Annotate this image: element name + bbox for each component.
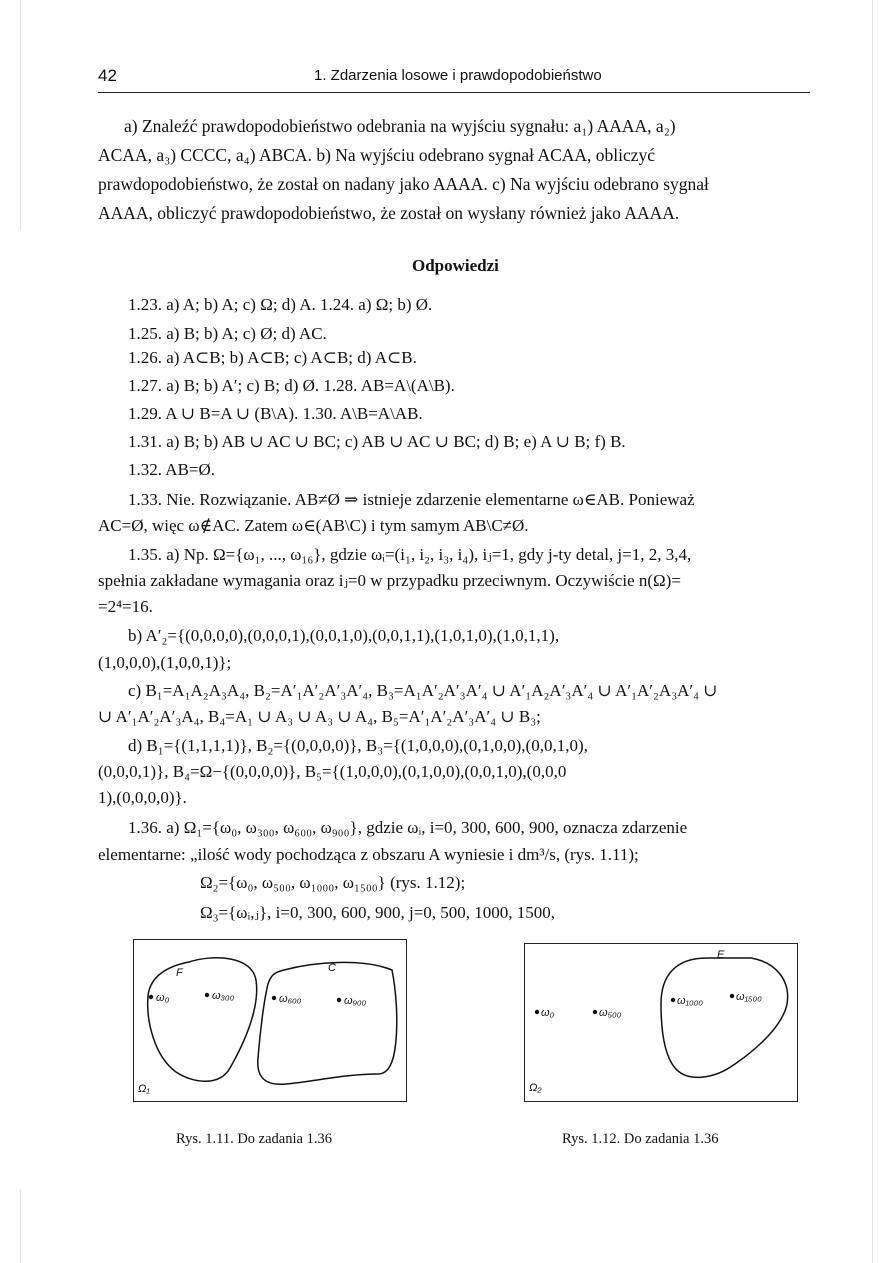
answer-line: 1.26. a) A⊂B; b) A⊂B; c) A⊂B; d) A⊂B.	[128, 348, 417, 367]
figure-1-12-drawing	[525, 944, 797, 1101]
set-label-c: C	[328, 962, 336, 974]
answer-text: =2⁴=16.	[98, 597, 153, 616]
answer-text: elementarne: „ilość wody pochodząca z obszaru A wyniesie i dm³/s, (rys. 1.11);	[98, 845, 639, 864]
scan-edge-left-bottom	[20, 1190, 21, 1263]
omega-point: ω₀	[156, 992, 170, 1004]
answer-line: 1.32. AB=Ø.	[128, 460, 216, 479]
answer-line: 1.31. a) B; b) AB ∪ AC ∪ BC; c) AB ∪ AC ∪ BC; d) B; e) A ∪ B; f) B.	[128, 432, 626, 451]
answer-line: 1.29. A ∪ B=A ∪ (B\A). 1.30. A\B=A\AB.	[128, 404, 423, 423]
omega-point: ω₉₀₀	[344, 995, 367, 1007]
intro-line: AAAA, obliczyć prawdopodobieństwo, że został on wysłany również jako AAAA.	[98, 203, 680, 223]
omega-point: ω₃₀₀	[212, 990, 235, 1002]
answer-line: 1.27. a) B; b) A′; c) B; d) Ø. 1.28. AB=A\(A\B).	[128, 376, 455, 395]
set-label-e: E	[717, 949, 725, 961]
intro-line: prawdopodobieństwo, że został on nadany jako AAAA. c) Na wyjściu odebrano sygnał	[98, 174, 709, 194]
omega-point: ω₁₅₀₀	[736, 991, 762, 1003]
omega-point: ω₅₀₀	[599, 1007, 622, 1019]
answer-text: c) B₁=A₁A₂A₃A₄, B₂=A′₁A′₂A′₃A′₄, B₃=A₁A′₂A′₃A′₄ ∪ A′₁A₂A′₃A′₄ ∪ A′₁A′₂A₃A′₄ ∪	[128, 681, 718, 700]
formula-omega2: Ω₂={ω₀, ω₅₀₀, ω₁₀₀₀, ω₁₅₀₀} (rys. 1.12);	[200, 873, 466, 892]
intro-line: ACAA, a₃) CCCC, a₄) ABCA. b) Na wyjściu odebrano sygnał ACAA, obliczyć	[98, 145, 656, 165]
figure-1-11	[133, 939, 407, 1102]
set-label-f: F	[176, 967, 183, 979]
figure-caption: Rys. 1.11. Do zadania 1.36	[176, 1131, 332, 1147]
page-number: 42	[98, 66, 117, 85]
answer-text: b) A′₂={(0,0,0,0),(0,0,0,1),(0,0,1,0),(0,0,1,1),(1,0,1,0),(1,0,1,1),	[128, 626, 560, 645]
omega-point: ω₁₀₀₀	[677, 995, 703, 1007]
omega-point: ω₆₀₀	[279, 993, 302, 1005]
sample-space-label: Ω₁	[138, 1083, 150, 1095]
answer-line: 1.23. a) A; b) A; c) Ω; d) A. 1.24. a) Ω; b) Ø.	[128, 295, 433, 314]
answers-heading: Odpowiedzi	[412, 256, 499, 275]
answer-line: 1.25. a) B; b) A; c) Ø; d) AC.	[128, 324, 327, 343]
figure-1-11-drawing	[134, 940, 406, 1101]
answer-text: 1.35. a) Np. Ω={ω₁, ..., ω₁₆}, gdzie ωᵢ=(i₁, i₂, i₃, i₄), iⱼ=1, gdy j-ty detal, j=1, 2, 3,4,	[128, 545, 692, 564]
answer-text: 1),(0,0,0,0)}.	[98, 788, 187, 807]
answer-text: (0,0,0,1)}, B₄=Ω−{(0,0,0,0)}, B₅={(1,0,0,0),(0,1,0,0),(0,0,1,0),(0,0,0	[98, 762, 567, 781]
scan-edge-left	[20, 0, 21, 230]
scan-edge-right	[872, 0, 873, 1263]
page-header	[98, 66, 810, 93]
intro-line: a) Znaleźć prawdopodobieństwo odebrania na wyjściu sygnału: a₁) AAAA, a₂)	[124, 116, 676, 136]
omega-point: ω₀	[541, 1007, 555, 1019]
figure-caption: Rys. 1.12. Do zadania 1.36	[562, 1131, 719, 1147]
answer-text: AC=Ø, więc ω∉AC. Zatem ω∈(AB\C) i tym samym AB\C≠Ø.	[98, 516, 529, 535]
answer-text: 1.33. Nie. Rozwiązanie. AB≠Ø ⇒ istnieje zdarzenie elementarne ω∈AB. Ponieważ	[128, 490, 695, 509]
figure-1-12	[524, 943, 798, 1102]
sample-space-label: Ω₂	[529, 1082, 542, 1094]
answer-text: spełnia zakładane wymagania oraz iⱼ=0 w przypadku przeciwnym. Oczywiście n(Ω)=	[98, 571, 681, 590]
answer-text: d) B₁={(1,1,1,1)}, B₂={(0,0,0,0)}, B₃={(1,0,0,0),(0,1,0,0),(0,0,1,0),	[128, 736, 588, 755]
answer-text: ∪ A′₁A′₂A′₃A₄, B₄=A₁ ∪ A₃ ∪ A₃ ∪ A₄, B₅=A′₁A′₂A′₃A′₄ ∪ B₃;	[98, 707, 541, 726]
answer-text: (1,0,0,0),(1,0,0,1)};	[98, 653, 232, 672]
answer-text: 1.36. a) Ω₁={ω₀, ω₃₀₀, ω₆₀₀, ω₉₀₀}, gdzie ωᵢ, i=0, 300, 600, 900, oznacza zdarzenie	[128, 818, 688, 837]
chapter-title: 1. Zdarzenia losowe i prawdopodobieństwo	[314, 67, 602, 84]
formula-omega3: Ω₃={ωᵢ,ⱼ}, i=0, 300, 600, 900, j=0, 500, 1000, 1500,	[200, 903, 556, 922]
